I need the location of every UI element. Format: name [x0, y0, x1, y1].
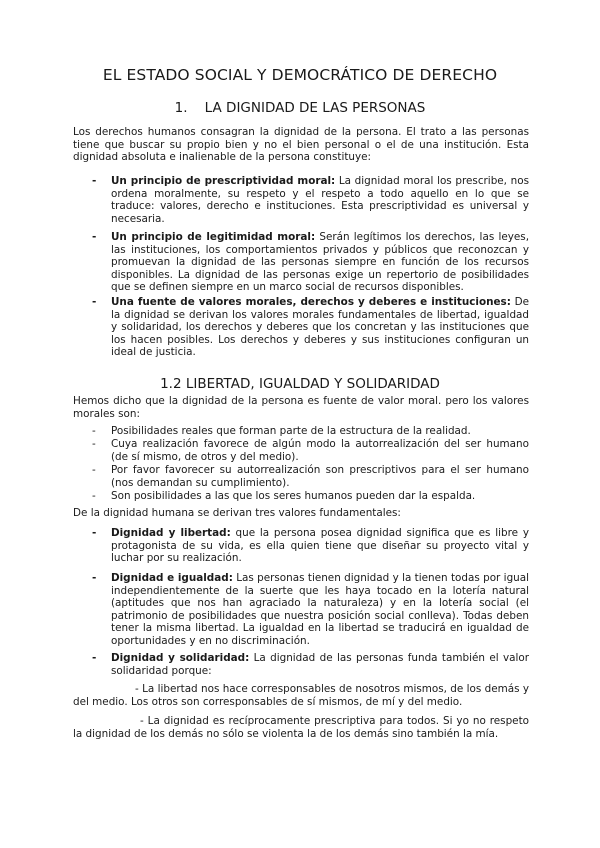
values-lead: De la dignidad humana se derivan tres valores fundamentales: — [73, 507, 401, 519]
list-item: Son posibilidades a las que los seres humanos pueden dar la espalda. — [111, 490, 476, 502]
bullet-lead: Un principio de prescriptividad moral: — [111, 175, 336, 187]
solidarity-point-2: - La dignidad es recíprocamente prescriptiva para todos. Si yo no respeto la dignidad de los demás no sólo se violenta la de los demás sino también la mía. — [73, 715, 529, 740]
value-dash: - — [92, 527, 97, 539]
list-dash: - — [92, 464, 96, 476]
value-lead: Dignidad y solidaridad: — [111, 652, 250, 664]
value-text: que la persona posea dignidad significa que es libre y protagonista de su vida, es ella quien tiene que diseñar su proyecto vital y luchar por su realización. — [111, 527, 529, 565]
bullet-dash: - — [92, 231, 97, 243]
value-dash: - — [92, 652, 97, 664]
value-libertad — [111, 527, 529, 565]
list-dash: - — [92, 425, 96, 437]
value-igualdad — [111, 572, 529, 648]
bullet-text: De la dignidad se derivan los valores morales fundamentales de libertad, igualdad y solidaridad, los derechos y deberes que los concretan y las instituciones que los hacen posibles. Los derechos y deberes y sus instituciones configuran un ideal de justicia. — [111, 296, 530, 359]
section-1-intro: Los derechos humanos consagran la dignidad de la persona. El trato a las personas tiene que buscar su propio bien y no el bien personal o el de una institución. Esta dignidad absoluta e inalienable de la persona constituye: — [73, 126, 529, 164]
list-item: Por favor favorecer su autorrealización son prescriptivos para el ser humano (nos demandan su cumplimiento). — [111, 464, 529, 489]
list-dash: - — [92, 490, 96, 502]
bullet-lead: Un principio de legitimidad moral: — [111, 231, 316, 243]
value-dash: - — [92, 572, 97, 584]
list-item: Cuya realización favorece de algún modo la autorrealización del ser humano (de sí mismo, de otros y del medio). — [111, 438, 529, 463]
bullet-dash: - — [92, 175, 97, 187]
value-solidaridad — [111, 652, 529, 677]
bullet-prescriptividad — [111, 175, 529, 225]
section-2-intro: Hemos dicho que la dignidad de la persona es fuente de valor moral. pero los valores morales son: — [73, 395, 529, 420]
solidarity-point-1: - La libertad nos hace corresponsables de nosotros mismos, de los demás y del medio. Los otros son corresponsables de sí mismos, de mí y del medio. — [73, 683, 529, 708]
list-item: Posibilidades reales que forman parte de la estructura de la realidad. — [111, 425, 471, 437]
bullet-fuente — [111, 296, 529, 359]
bullet-lead: Una fuente de valores morales, derechos y deberes e instituciones: — [111, 296, 511, 308]
value-text: La dignidad de las personas funda también el valor solidaridad porque: — [111, 652, 529, 677]
value-lead: Dignidad e igualdad: — [111, 572, 233, 584]
bullet-dash: - — [92, 296, 97, 308]
list-dash: - — [92, 438, 96, 450]
bullet-legitimidad — [111, 231, 529, 294]
section-1-heading: 1. LA DIGNIDAD DE LAS PERSONAS — [174, 100, 426, 116]
value-text: Las personas tienen dignidad y la tienen todas por igual independientemente de la suerte que les haya tocado en la lotería natural (aptitudes que nos han agraciado la naturaleza) y en la lotería social (el patrimonio de posibilidades que nuestra posición social conlleva). Todas deben tener la misma libertad. La igualdad en la libertad se traducirá en igualdad de oportunidades y en no discriminación. — [111, 572, 529, 647]
document-title: EL ESTADO SOCIAL Y DEMOCRÁTICO DE DERECHO — [102, 66, 498, 84]
section-2-heading: 1.2 LIBERTAD, IGUALDAD Y SOLIDARIDAD — [160, 376, 440, 392]
value-lead: Dignidad y libertad: — [111, 527, 231, 539]
bullet-text: Serán legítimos los derechos, las leyes, las instituciones, los comportamientos privados y públicos que reconozcan y promuevan la dignidad de las personas siempre en función de los recursos disponibles. La dignidad de las personas exige un repertorio de posibilidades que se definen siempre en un marco social de recursos disponibles. — [111, 231, 529, 294]
bullet-text: La dignidad moral los prescribe, nos ordena moralmente, su respeto y el respeto a todo aquello en lo que se traduce: valores, derecho e instituciones. Esta prescriptividad es universal y necesaria. — [111, 175, 529, 225]
